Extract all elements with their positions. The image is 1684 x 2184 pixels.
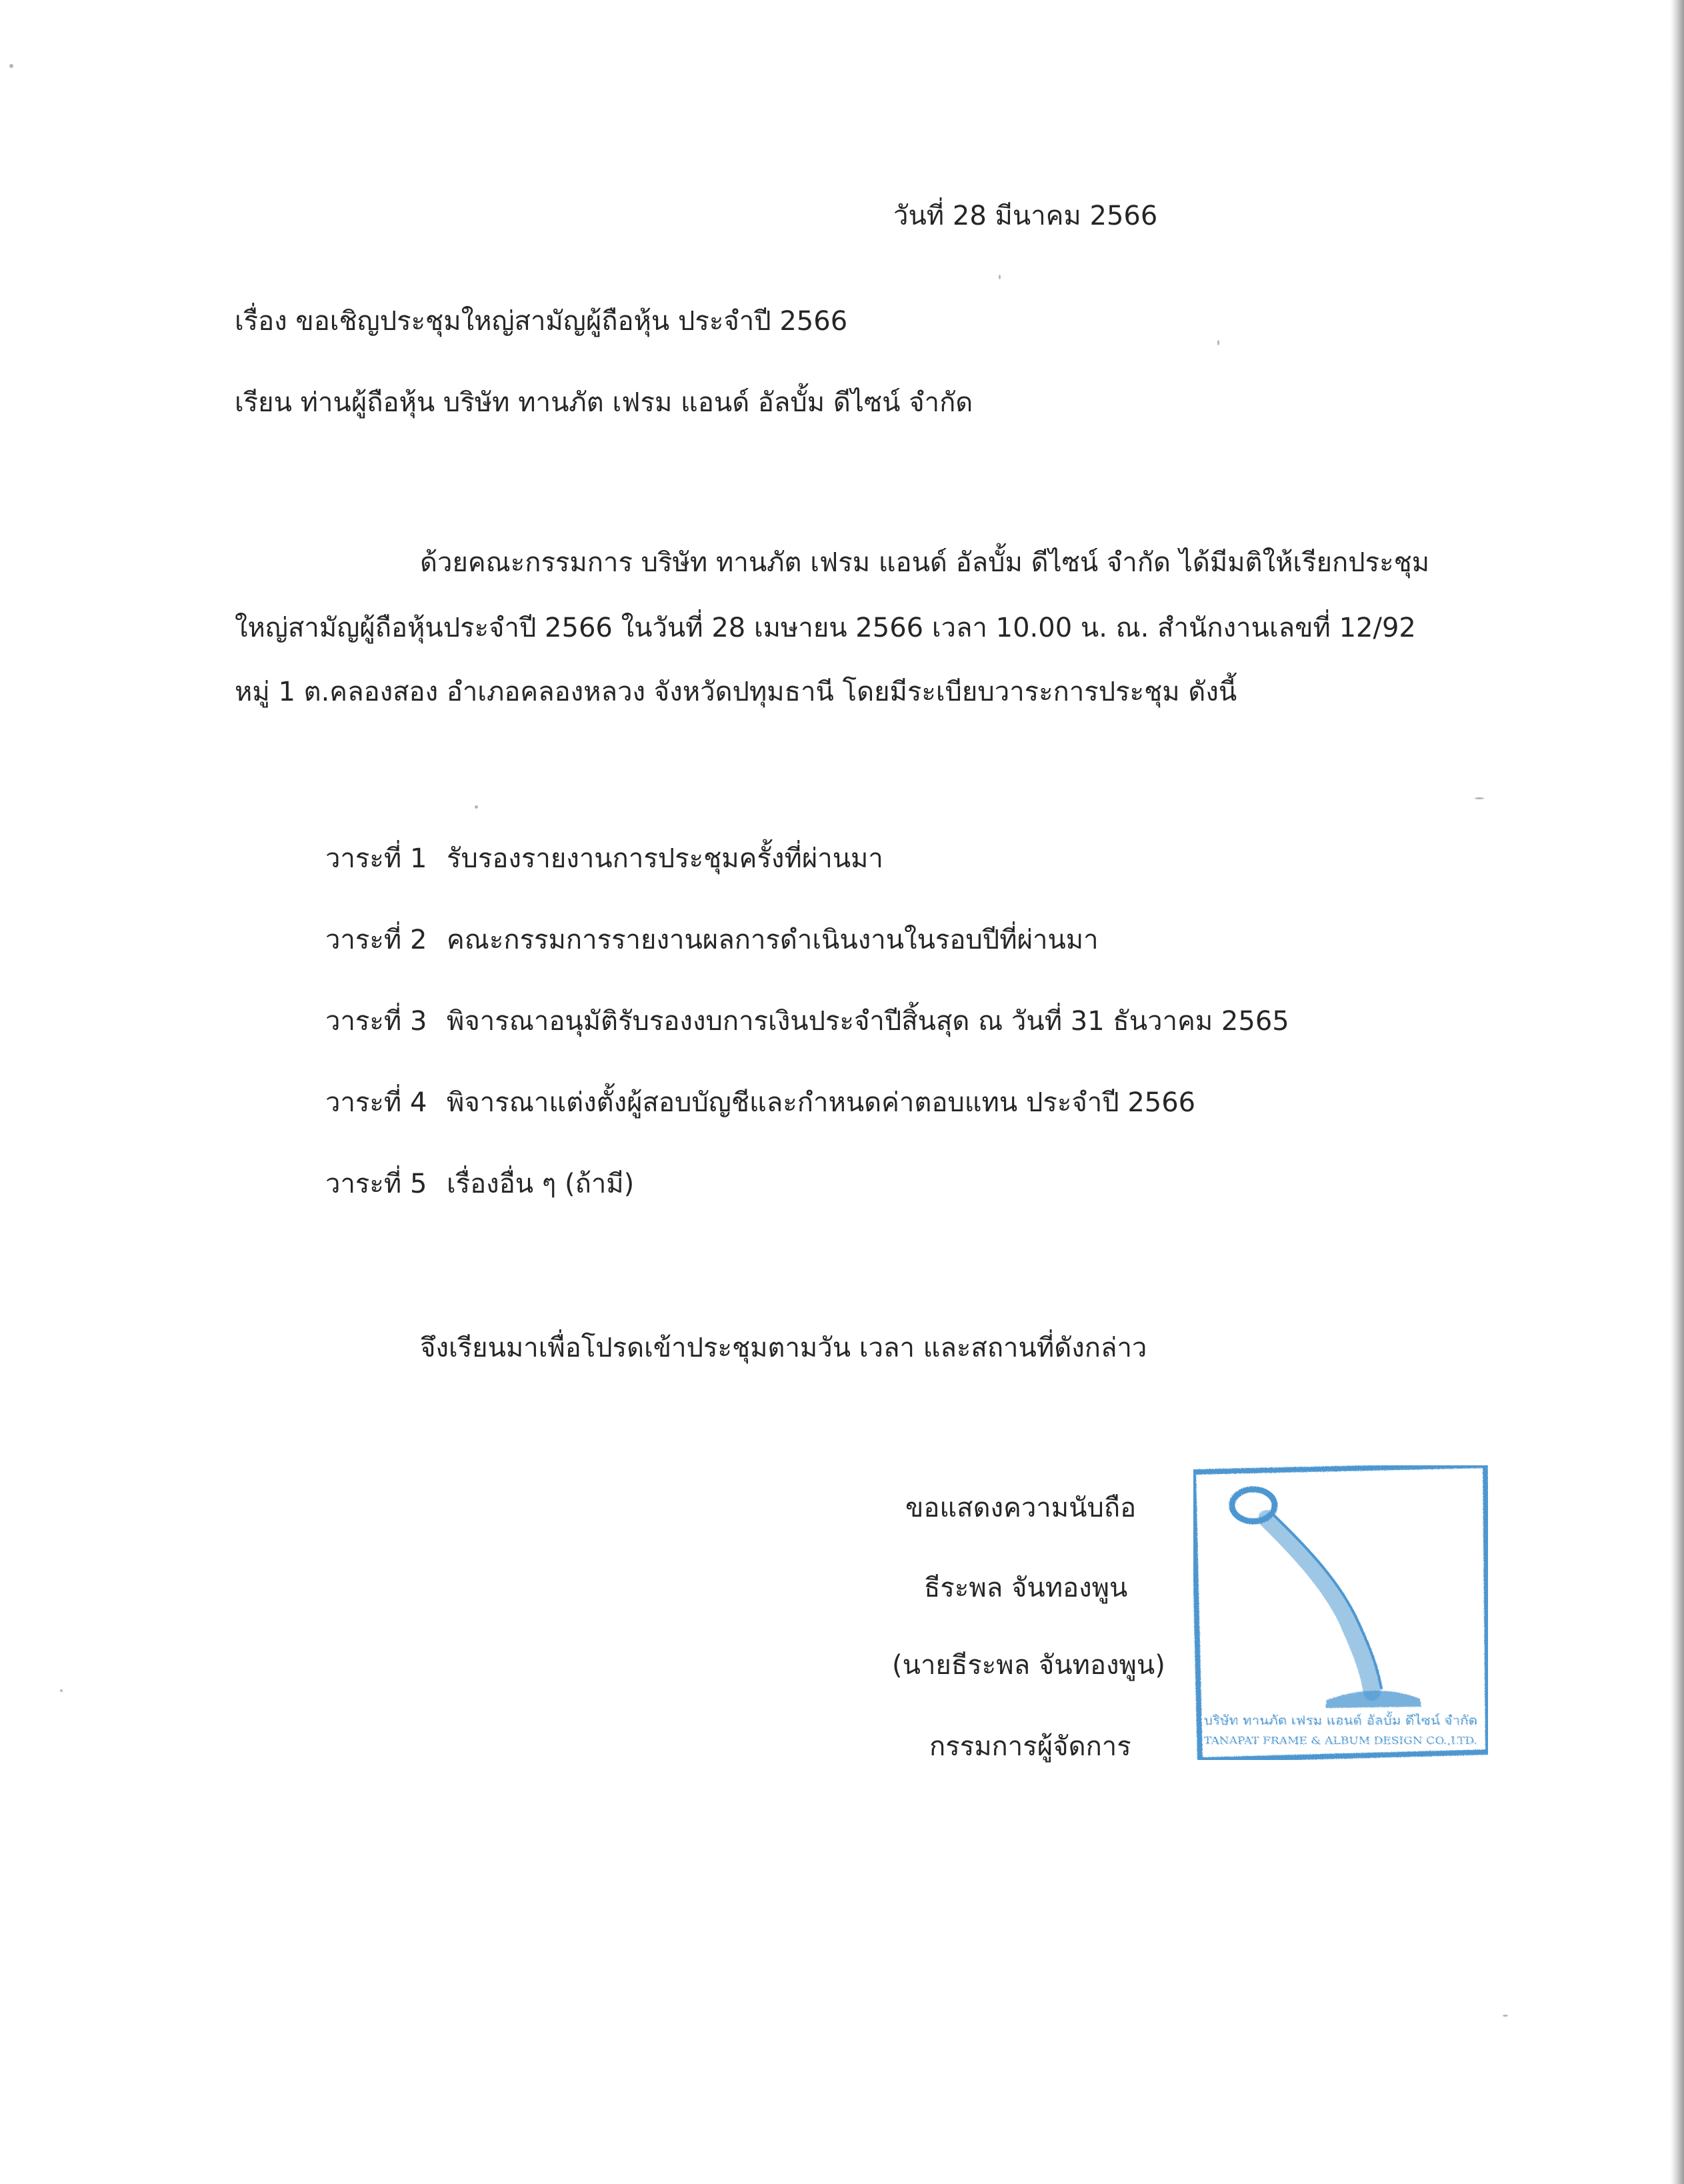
agenda-number: วาระที่ 3 [325, 1006, 427, 1037]
printed-name: (นายธีระพล จันทองพูน) [892, 1650, 1165, 1681]
agenda-number: วาระที่ 2 [325, 925, 427, 955]
letter-recipient: เรียน ท่านผู้ถือหุ้น บริษัท ทานภัต เฟรม แอนด์ อัลบั้ม ดีไซน์ จำกัด [235, 387, 973, 418]
closing-sentence: จึงเรียนมาเพื่อโปรดเข้าประชุมตามวัน เวลา และสถานที่ดังกล่าว [420, 1333, 1147, 1363]
scan-speck [60, 1689, 63, 1692]
agenda-item-3 [325, 1001, 1289, 1041]
agenda-item-5 [325, 1164, 634, 1204]
agenda-item-2 [325, 920, 1099, 960]
scan-speck [1503, 2015, 1508, 2017]
stamp-thai-text: บริษัท ทานภัต เฟรม แอนด์ อัลบั้ม ดีไซน์ จำกัด [1204, 1713, 1456, 1728]
agenda-number: วาระที่ 4 [325, 1087, 427, 1118]
agenda-item-4 [325, 1083, 1195, 1123]
scan-speck [1475, 797, 1484, 799]
body-line-1: ด้วยคณะกรรมการ บริษัท ทานภัต เฟรม แอนด์ อัลบั้ม ดีไซน์ จำกัด ได้มีมติให้เรียกประชุม [420, 547, 1430, 578]
signature-name: ธีระพล จันทองพูน [924, 1573, 1128, 1603]
regards: ขอแสดงความนับถือ [905, 1493, 1137, 1523]
company-seal-stamp [1193, 1465, 1488, 1760]
scan-speck [999, 275, 1001, 279]
stamp-lamp-arm [1267, 1519, 1372, 1692]
scan-speck [9, 64, 13, 68]
stamp-lamp-base [1325, 1691, 1421, 1708]
agenda-item-1 [325, 839, 883, 879]
letter-subject: เรื่อง ขอเชิญประชุมใหญ่สามัญผู้ถือหุ้น ประจำปี 2566 [235, 306, 848, 337]
scan-speck [475, 805, 478, 809]
agenda-text: พิจารณาแต่งตั้งผู้สอบบัญชีและกำหนดค่าตอบแทน ประจำปี 2566 [447, 1087, 1196, 1118]
agenda-text: รับรองรายงานการประชุมครั้งที่ผ่านมา [447, 843, 883, 874]
agenda-number: วาระที่ 1 [325, 843, 427, 874]
agenda-text: พิจารณาอนุมัติรับรองงบการเงินประจำปีสิ้นสุด ณ วันที่ 31 ธันวาคม 2565 [447, 1006, 1289, 1037]
letter-date: วันที่ 28 มีนาคม 2566 [893, 201, 1158, 231]
agenda-text: คณะกรรมการรายงานผลการดำเนินงานในรอบปีที่ผ่านมา [447, 925, 1099, 955]
stamp-english-text: TANAPAT FRAME & ALBUM DESIGN CO.,LTD. [1204, 1735, 1477, 1747]
signer-position: กรรมการผู้จัดการ [929, 1731, 1131, 1762]
agenda-text: เรื่องอื่น ๆ (ถ้ามี) [447, 1169, 635, 1199]
body-line-3: หมู่ 1 ต.คลองสอง อำเภอคลองหลวง จังหวัดปทุมธานี โดยมีระเบียบวาระการประชุม ดังนี้ [235, 677, 1237, 707]
body-line-2: ใหญ่สามัญผู้ถือหุ้นประจำปี 2566 ในวันที่ 28 เมษายน 2566 เวลา 10.00 น. ณ. สำนักงานเลขที่ 12/92 [235, 613, 1416, 643]
scan-edge-shadow [1671, 0, 1684, 2184]
agenda-number: วาระที่ 5 [325, 1169, 427, 1199]
scan-speck [1217, 340, 1219, 345]
